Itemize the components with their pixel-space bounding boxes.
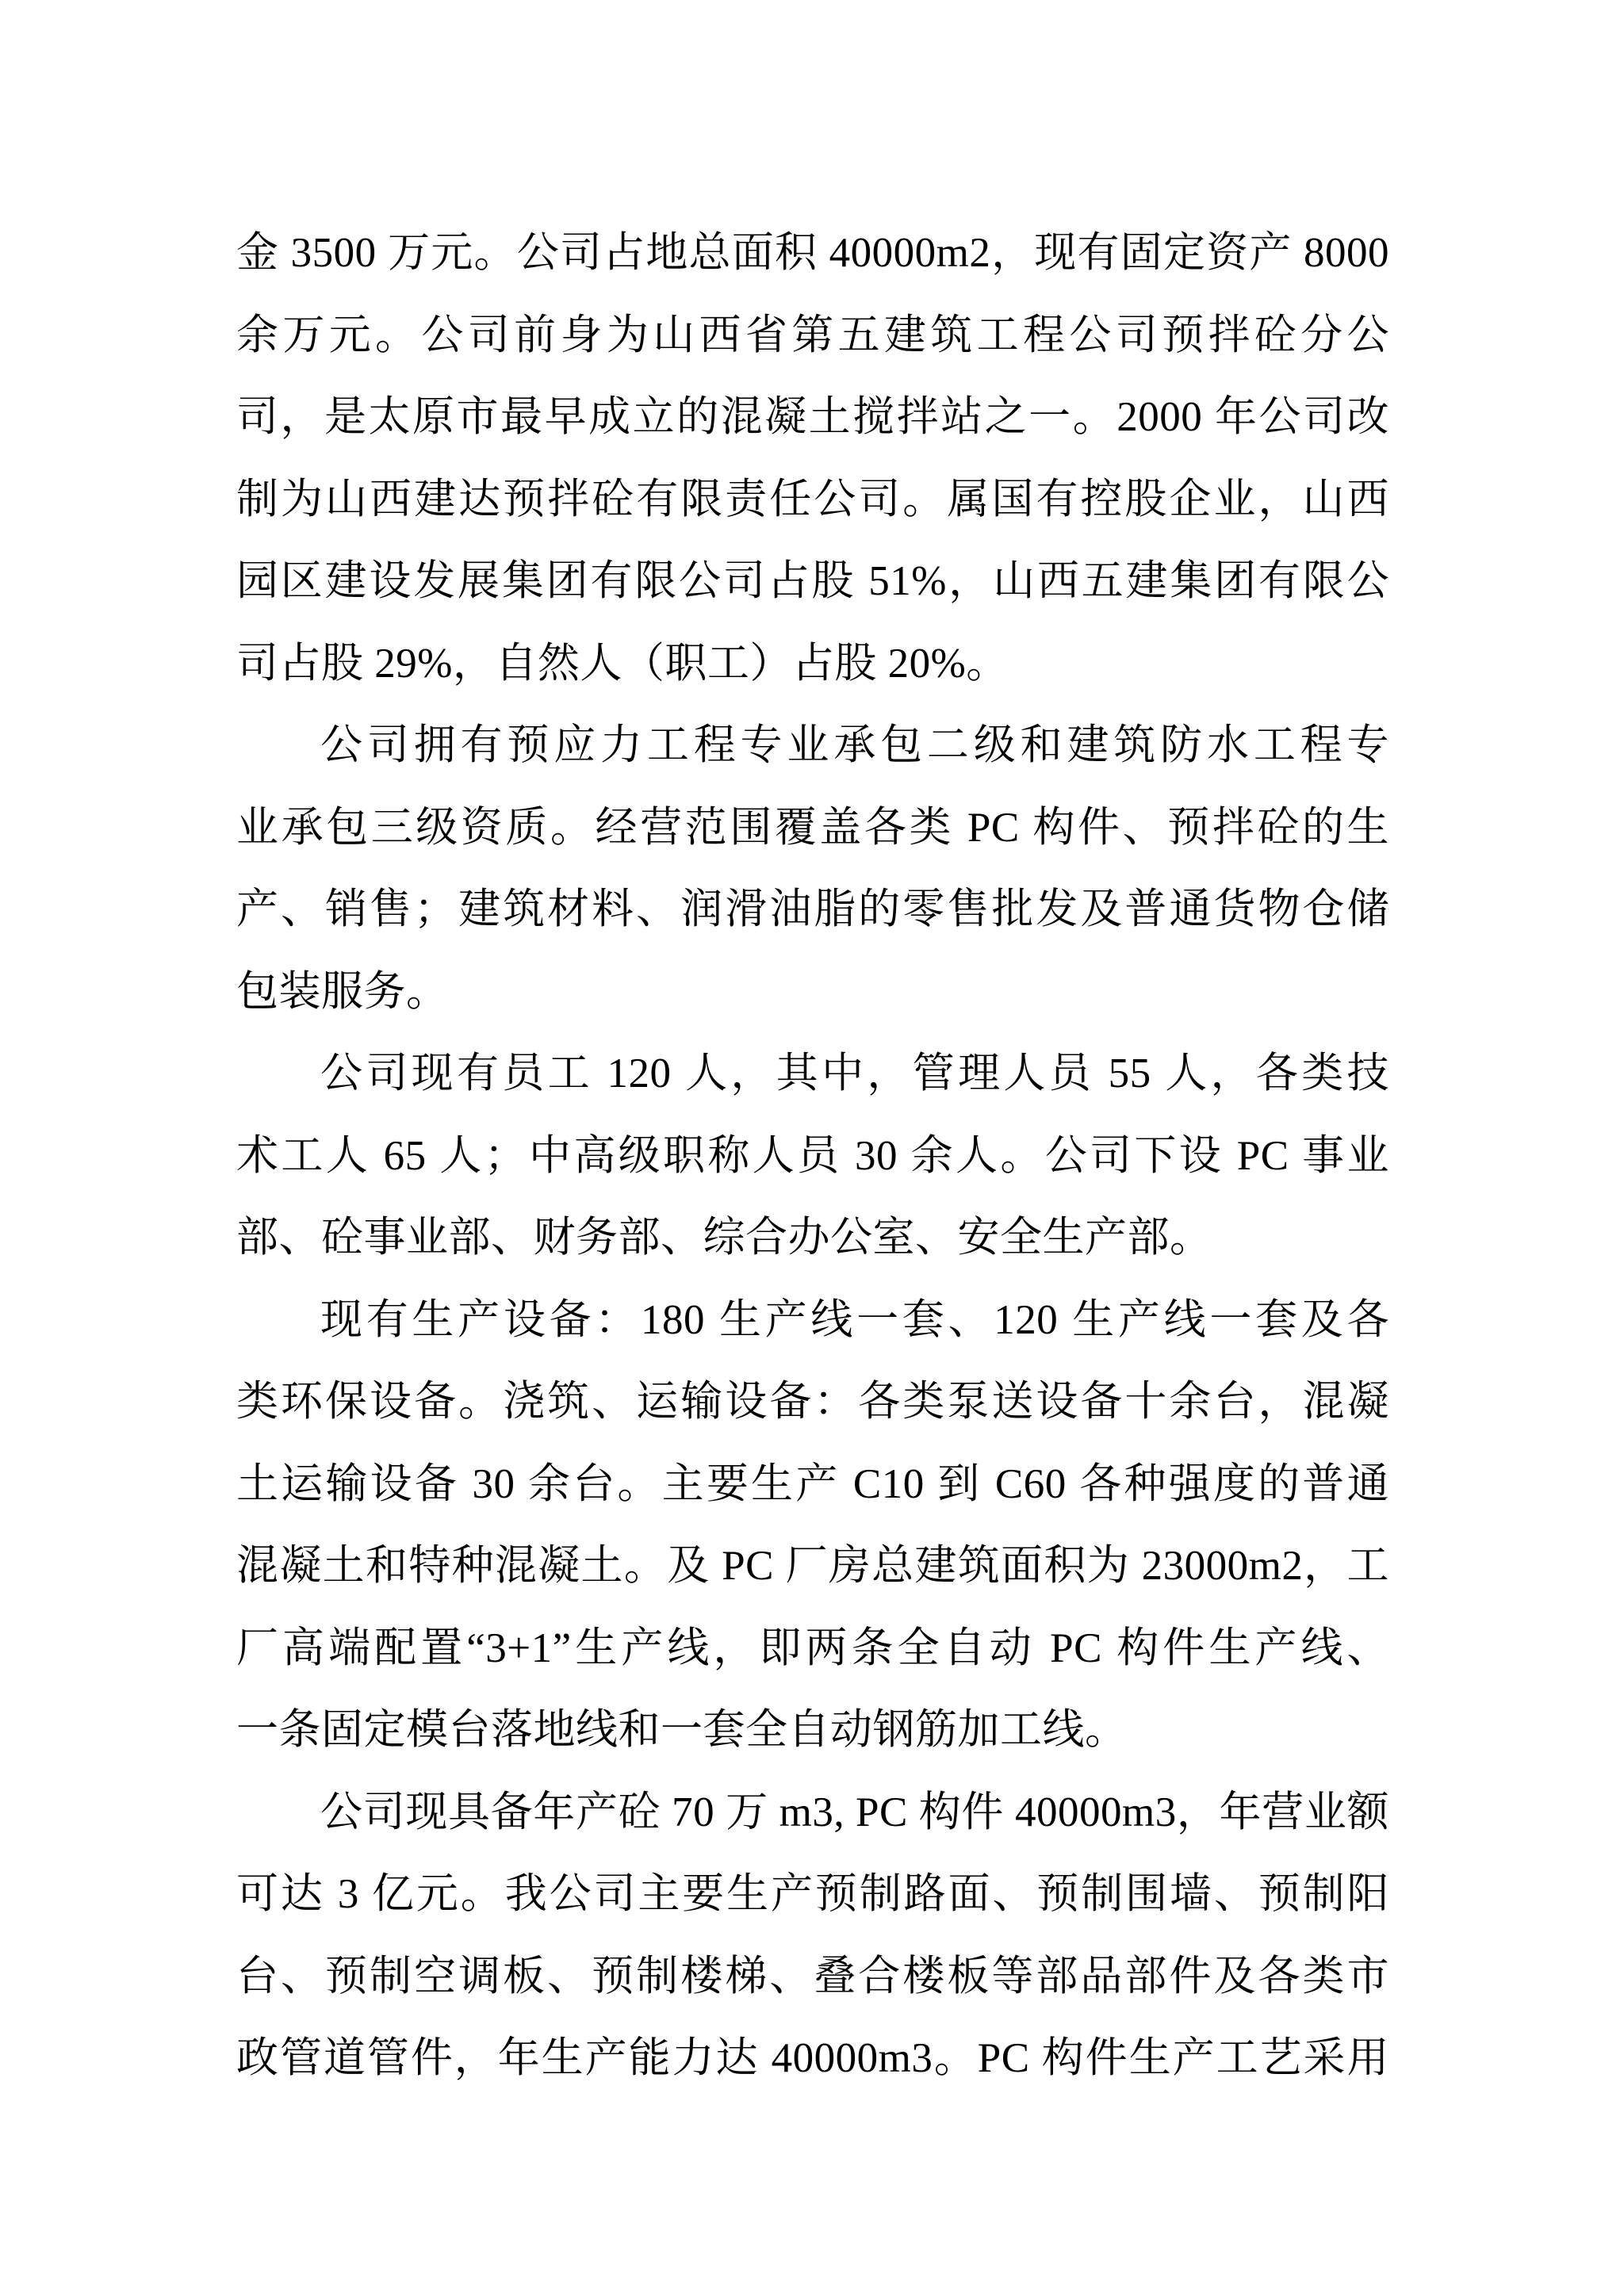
text-line: 公司拥有预应力工程专业承包二级和建筑防水工程专 (320, 722, 1389, 768)
text-line: 土运输设备 30 余台。主要生产 C10 到 C60 各种强度的普通 (236, 1460, 1389, 1507)
text-line: 包装服务。 (236, 968, 449, 1015)
text-line: 台、预制空调板、预制楼梯、叠合楼板等部品部件及各类市 (236, 1953, 1389, 1999)
text-line: 金 3500 万元。公司占地总面积 40000m2，现有固定资产 8000 (236, 230, 1389, 276)
text-line: 现有生产设备：180 生产线一套、120 生产线一套及各 (320, 1296, 1389, 1343)
text-line: 公司现有员工 120 人，其中，管理人员 55 人，各类技 (320, 1050, 1389, 1096)
text-line: 一条固定模台落地线和一套全自动钢筋加工线。 (236, 1707, 1128, 1753)
body-text (236, 212, 1389, 2100)
text-line: 可达 3 亿元。我公司主要生产预制路面、预制围墙、预制阳 (236, 1871, 1389, 1917)
text-line: 部、砼事业部、财务部、综合办公室、安全生产部。 (236, 1215, 1212, 1261)
text-line: 混凝土和特种混凝土。及 PC 厂房总建筑面积为 23000m2，工 (236, 1543, 1389, 1589)
text-line: 政管道管件，年生产能力达 40000m3。PC 构件生产工艺采用 (236, 2035, 1389, 2081)
text-line: 厂高端配置“3+1”生产线，即两条全自动 PC 构件生产线、 (236, 1624, 1389, 1671)
text-line: 余万元。公司前身为山西省第五建筑工程公司预拌砼分公 (236, 312, 1389, 358)
text-line: 产、销售；建筑材料、润滑油脂的零售批发及普通货物仓储 (236, 886, 1389, 932)
text-line: 制为山西建达预拌砼有限责任公司。属国有控股企业，山西 (236, 476, 1389, 522)
text-line: 业承包三级资质。经营范围覆盖各类 PC 构件、预拌砼的生 (236, 804, 1389, 851)
text-line: 公司现具备年产砼 70 万 m3, PC 构件 40000m3，年营业额 (320, 1789, 1389, 1835)
text-line: 司占股 29%，自然人（职工）占股 20%。 (236, 640, 1009, 687)
text-line: 类环保设备。浇筑、运输设备：各类泵送设备十余台，混凝 (236, 1379, 1389, 1425)
text-line: 园区建设发展集团有限公司占股 51%，山西五建集团有限公 (236, 558, 1389, 604)
text-line: 司，是太原市最早成立的混凝土搅拌站之一。2000 年公司改 (236, 394, 1389, 440)
text-line: 术工人 65 人；中高级职称人员 30 余人。公司下设 PC 事业 (236, 1132, 1389, 1179)
